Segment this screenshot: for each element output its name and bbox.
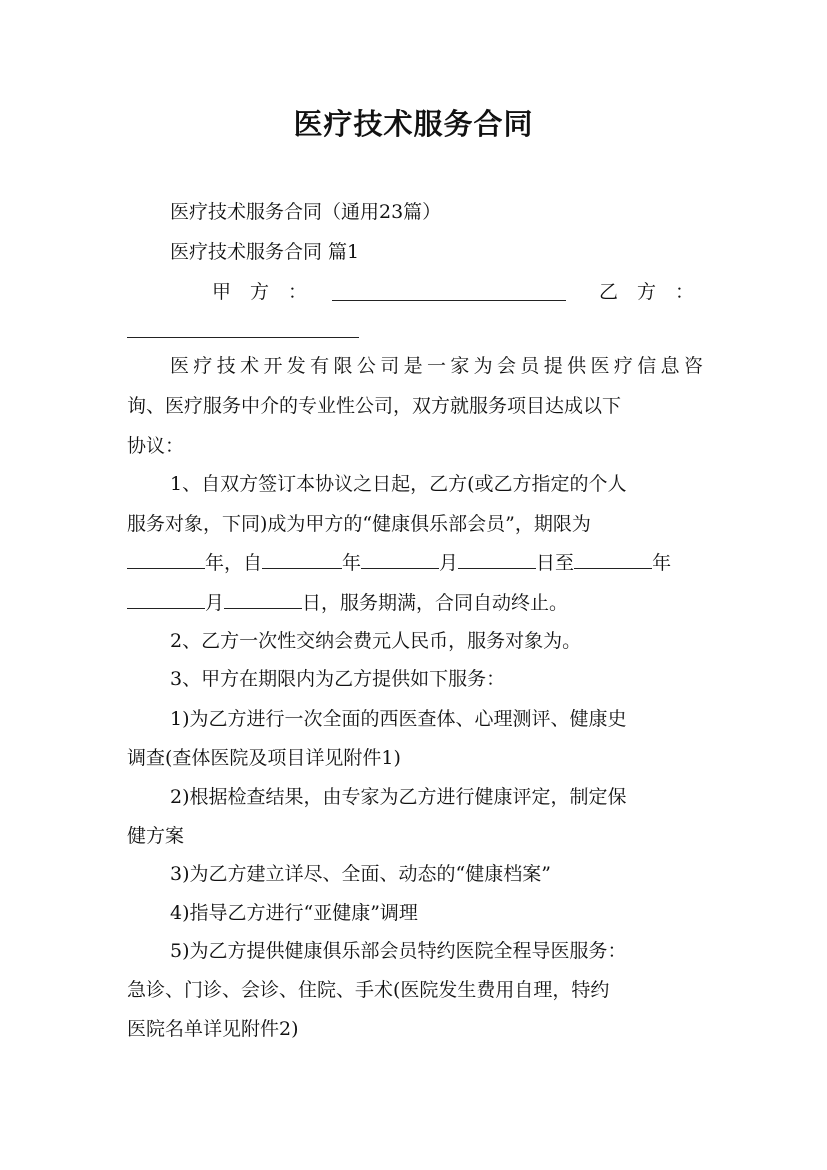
item1-line-2: 调查(查体医院及项目详见附件1) [127, 747, 401, 769]
blank [127, 588, 205, 609]
char: 术 [240, 355, 260, 377]
blank [574, 548, 652, 569]
period-text: 日，服务期满，合同自动终止。 [302, 592, 569, 614]
blank [224, 588, 302, 609]
char: 会 [497, 355, 517, 377]
char: 医 [170, 355, 190, 377]
char: 息 [660, 355, 680, 377]
clause1-period-line-1 [127, 548, 703, 577]
clause1-line-2: 服务对象，下同)成为甲方的“健康俱乐部会员”，期限为 [127, 513, 591, 535]
document-subtitle: 医疗技术服务合同（通用23篇） [170, 201, 442, 223]
intro-line-3: 协议： [127, 435, 185, 457]
item5-line-1: 5)为乙方提供健康俱乐部会员特约医院全程导医服务： [170, 940, 627, 962]
blank [361, 548, 439, 569]
char: 员 [520, 355, 540, 377]
char: 医 [590, 355, 610, 377]
item4: 4)指导乙方进行“亚健康”调理 [170, 902, 418, 924]
item2-line-2: 健方案 [127, 825, 185, 847]
char: 开 [263, 355, 283, 377]
item2-line-1: 2)根据检查结果，由专家为乙方进行健康评定，制定保 [170, 786, 627, 808]
blank [262, 548, 342, 569]
clause1-line-1: 1、自双方签订本协议之日起，乙方(或乙方指定的个人 [170, 473, 627, 495]
period-text: 月 [205, 592, 225, 614]
char: 信 [637, 355, 657, 377]
clause1-period-line-2 [127, 588, 703, 617]
intro-line-2: 询、医疗服务中介的专业性公司，双方就服务项目达成以下 [127, 395, 622, 417]
item3: 3)为乙方建立详尽、全面、动态的“健康档案” [170, 863, 551, 885]
char: 一 [426, 355, 446, 377]
item5-line-3: 医院名单详见附件2) [127, 1018, 299, 1040]
char: 有 [310, 355, 330, 377]
char: 限 [333, 355, 353, 377]
blank [458, 548, 536, 569]
char: 咨 [683, 355, 703, 377]
item5-line-2: 急诊、门诊、会诊、住院、手术(医院发生费用自理，特约 [127, 979, 610, 1001]
section-heading: 医疗技术服务合同 篇1 [170, 241, 360, 263]
char: 司 [380, 355, 400, 377]
char: 家 [450, 355, 470, 377]
document-title: 医疗技术服务合同 [293, 107, 534, 141]
char: 是 [403, 355, 423, 377]
period-text: 月 [439, 552, 459, 574]
clause2: 2、乙方一次性交纳会费元人民币，服务对象为。 [170, 630, 582, 652]
char: 疗 [613, 355, 633, 377]
char: 为 [473, 355, 493, 377]
period-text: 年 [652, 552, 672, 574]
clause3: 3、甲方在期限内为乙方提供如下服务： [170, 668, 506, 690]
char: 技 [216, 355, 236, 377]
party-b-blank [127, 317, 359, 338]
char: 提 [543, 355, 563, 377]
char: 供 [567, 355, 587, 377]
party-b-label: 乙 方 ： [599, 281, 695, 303]
char: 发 [286, 355, 306, 377]
char: 疗 [193, 355, 213, 377]
period-text: 日至 [536, 552, 575, 574]
period-text: 年，自 [205, 552, 263, 574]
party-a-label: 甲 方 ： [212, 281, 308, 303]
char: 公 [356, 355, 376, 377]
blank [127, 548, 205, 569]
intro-line-1 [170, 352, 703, 380]
party-a-blank [332, 280, 566, 301]
item1-line-1: 1)为乙方进行一次全面的西医查体、心理测评、健康史 [170, 708, 627, 730]
period-text: 年 [342, 552, 362, 574]
